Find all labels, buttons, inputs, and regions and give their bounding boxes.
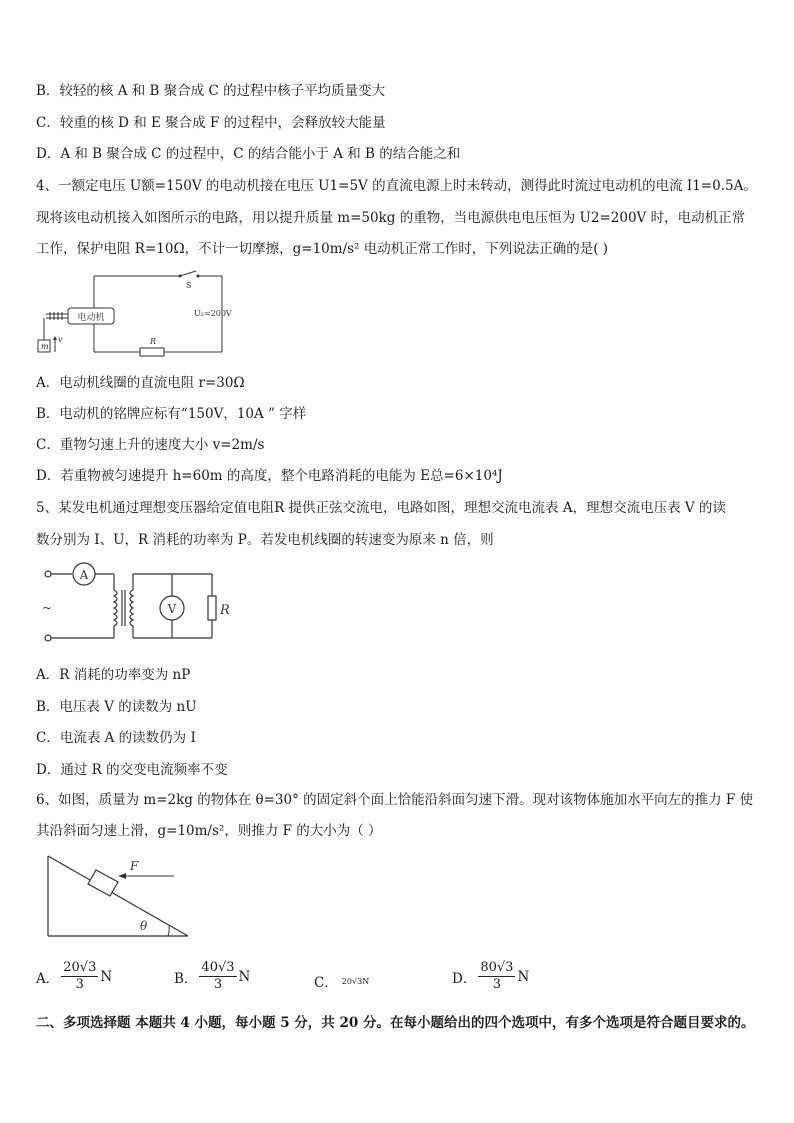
q6-option-d-fraction <box>478 960 515 993</box>
q5-option-d: D．通过 R 的交变电流频率不变 <box>36 762 228 778</box>
q4-stem-line-3: 工作，保护电阻 R=10Ω，不计一切摩擦，g=10m/s² 电动机正常工作时，下列说法正确的是( ) <box>36 241 609 257</box>
q6-option-b-label: B． <box>174 970 198 987</box>
resistor-label: R <box>150 337 157 346</box>
mass-label: m <box>41 342 49 351</box>
motor-label: 电动机 <box>77 313 105 323</box>
q6-stem-line-1: 6、如图，质量为 m=2kg 的物体在 θ=30° 的固定斜个面上恰能沿斜面匀速下滑。现对该物体施加水平向左的推力 F 使 <box>36 792 754 808</box>
q6-option-b-unit: N <box>238 968 251 985</box>
voltage-label: U₂=200V <box>194 309 232 318</box>
velocity-label: v <box>58 335 63 344</box>
q6-option-c <box>314 971 369 991</box>
q4-option-d: D．若重物被匀速提升 h=60m 的高度，整个电路消耗的电能为 E总=6×10⁴J <box>36 468 503 484</box>
q5-stem-line-1: 5、某发电机通过理想变压器给定值电阻R 提供正弦交流电，电路如图，理想交流电流表 A，理想交流电压表 V 的读 <box>36 500 726 516</box>
switch-label: S <box>186 281 192 290</box>
q4-circuit-figure <box>36 268 236 360</box>
q5-option-a: A．R 消耗的功率变为 nP <box>36 667 191 683</box>
q5-stem-line-2: 数分别为 I、U，R 消耗的功率为 P。若发电机线圈的转速变为原来 n 倍，则 <box>36 532 494 548</box>
q6-option-a-fraction <box>61 960 98 993</box>
q6-option-b-denominator: 3 <box>213 977 223 992</box>
q6-option-b-numerator: 40√3 <box>201 960 235 975</box>
q6-option-a-label: A． <box>36 970 60 987</box>
q4-option-c: C．重物匀速上升的速度大小 v=2m/s <box>36 437 265 453</box>
q4-stem-line-1: 4、一额定电压 U额=150V 的电动机接在电压 U1=5V 的直流电源上时未转动，测得此时流过电动机的电流 I1=0.5A。 <box>36 178 757 194</box>
prev-option-d: D．A 和 B 聚合成 C 的过程中，C 的结合能小于 A 和 B 的结合能之和 <box>36 146 461 162</box>
angle-label: θ <box>140 919 148 933</box>
q6-option-b <box>174 960 250 993</box>
ammeter-label: A <box>79 568 89 582</box>
prev-option-b: B．较轻的核 A 和 B 聚合成 C 的过程中核子平均质量变大 <box>36 83 386 99</box>
force-label: F <box>130 859 139 873</box>
q5-transformer-circuit <box>36 562 236 654</box>
q6-option-d <box>452 960 529 993</box>
q5-resistor-label: R <box>220 603 230 618</box>
q6-option-c-label: C． <box>314 975 338 991</box>
q6-option-a-unit: N <box>100 968 113 985</box>
q6-option-c-value: 20√3N <box>341 976 370 986</box>
q4-option-b: B．电动机的铭牌应标有“150V，10A ” 字样 <box>36 406 307 422</box>
source-symbol: ~ <box>42 601 53 615</box>
q4-stem-line-2: 现将该电动机接入如图所示的电路，用以提升质量 m=50kg 的重物，当电源供电电压恒为 U2=200V 时，电动机正常 <box>36 210 746 226</box>
q6-incline-figure <box>40 852 200 940</box>
section-two-heading: 二、多项选择题 本题共 4 小题，每小题 5 分，共 20 分。在每小题给出的四个选项中，有多个选项是符合题目要求的。 <box>36 1015 755 1031</box>
q6-option-a <box>36 960 112 993</box>
voltmeter-label: V <box>167 602 177 616</box>
q6-option-b-fraction <box>199 960 236 993</box>
q5-option-b: B．电压表 V 的读数为 nU <box>36 699 197 715</box>
q6-option-d-denominator: 3 <box>492 977 502 992</box>
q5-option-c: C．电流表 A 的读数仍为 I <box>36 730 196 746</box>
q6-option-d-unit: N <box>517 968 530 985</box>
q6-stem-line-2: 其沿斜面匀速上滑，g=10m/s²，则推力 F 的大小为（ ） <box>36 823 382 839</box>
q6-option-a-numerator: 20√3 <box>63 960 97 975</box>
q4-option-a: A．电动机线圈的直流电阻 r=30Ω <box>36 375 245 391</box>
q6-option-d-label: D． <box>452 970 477 987</box>
q6-option-a-denominator: 3 <box>75 977 84 992</box>
q6-option-d-numerator: 80√3 <box>480 960 514 975</box>
prev-option-c: C．较重的核 D 和 E 聚合成 F 的过程中，会释放较大能量 <box>36 115 386 131</box>
